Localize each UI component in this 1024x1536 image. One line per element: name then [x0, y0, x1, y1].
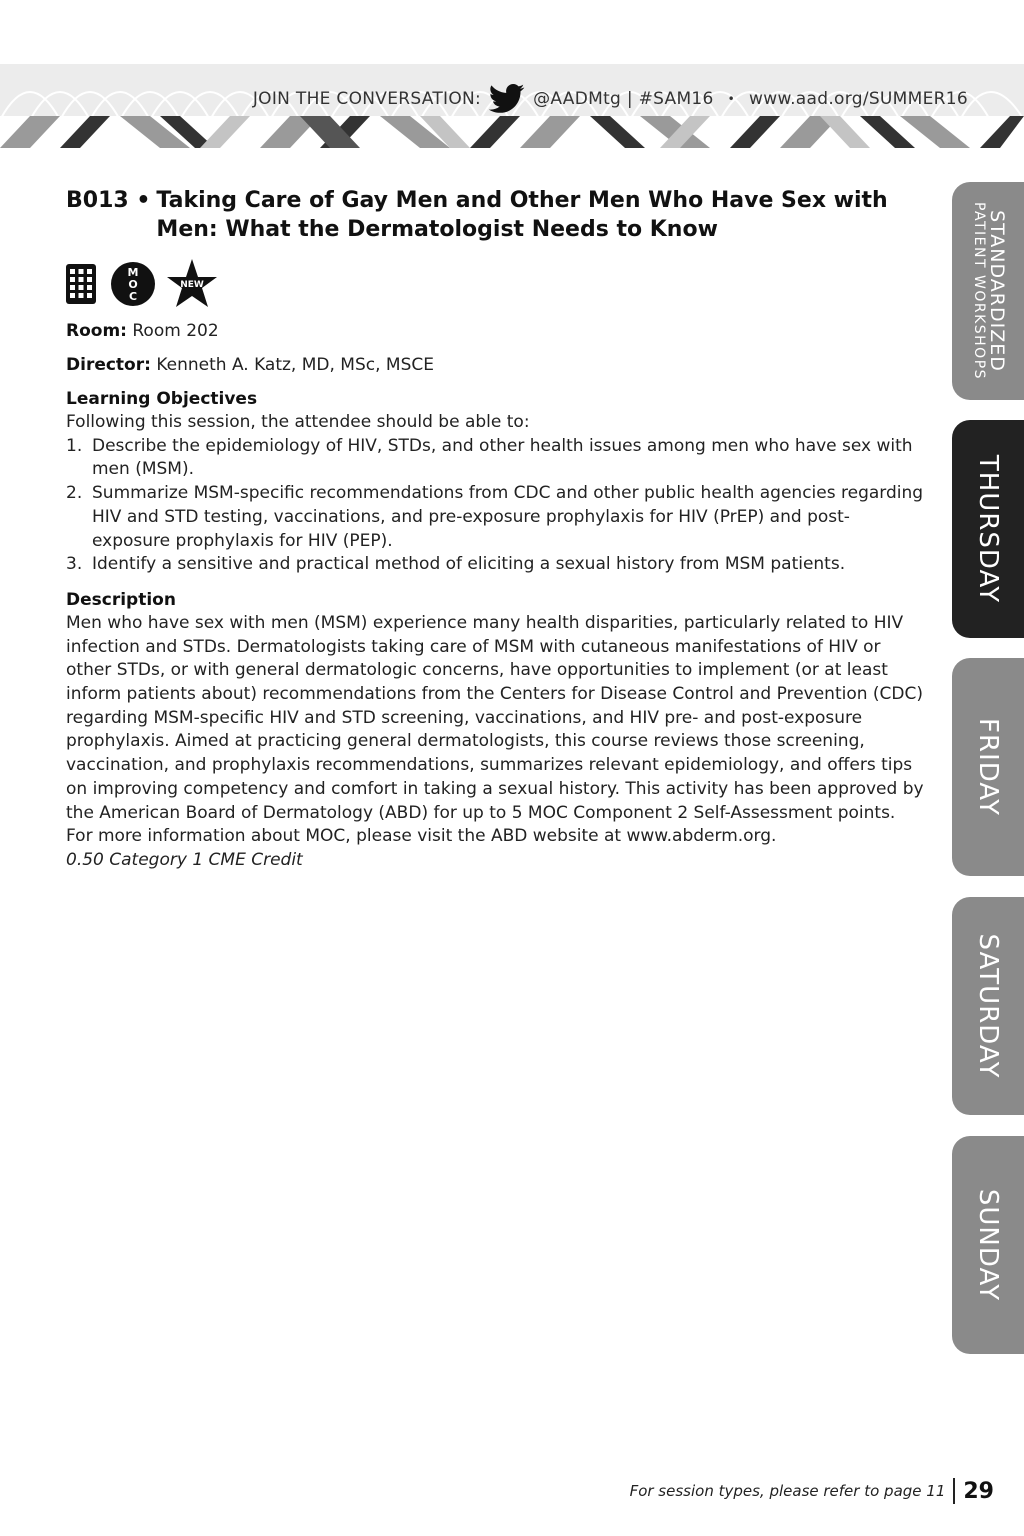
room-field: [66, 320, 926, 342]
session-type-icons: [66, 260, 926, 308]
objectives-heading: Learning Objectives: [66, 389, 258, 409]
director-label: Director:: [66, 355, 151, 375]
tab-label: FRIDAY: [973, 718, 1003, 816]
moc-badge-icon: [110, 261, 156, 307]
new-star-icon: [166, 258, 218, 310]
header-banner: [0, 64, 1024, 148]
footer-divider: [953, 1478, 955, 1504]
twitter-bird-icon: [489, 84, 525, 114]
twitter-handle: @AADMtg | #SAM16: [533, 89, 714, 109]
tab-label: THURSDAY: [973, 454, 1003, 604]
new-label: NEW: [180, 280, 204, 290]
tab-sunday[interactable]: [952, 1136, 1024, 1354]
moc-letter-m: M: [127, 266, 139, 279]
objective-item: [66, 435, 926, 482]
cme-credit: 0.50 Category 1 CME Credit: [66, 849, 303, 870]
tab-friday[interactable]: [952, 658, 1024, 876]
tab-label: SATURDAY: [973, 933, 1003, 1079]
session-title: [66, 186, 926, 244]
session-types-note: For session types, please refer to page 11: [629, 1482, 946, 1500]
room-value: Room 202: [132, 321, 219, 341]
objective-item: [66, 553, 926, 577]
bullet-separator: •: [727, 92, 736, 106]
objective-text: Identify a sensitive and practical method of eliciting a sexual history from MSM patients.: [92, 554, 846, 575]
session-content: [66, 186, 926, 873]
objective-number: 3.: [66, 554, 83, 575]
tab-standardized-patient-workshops[interactable]: [952, 182, 1024, 400]
moc-letter-o: O: [128, 278, 138, 291]
description-heading: Description: [66, 589, 176, 610]
room-label: Room:: [66, 321, 127, 341]
objective-text: Describe the epidemiology of HIV, STDs, and other health issues among men who have sex with men (MSM).: [92, 435, 913, 480]
objective-number: 2.: [66, 483, 83, 504]
tab-label-line2: PATIENT WORKSHOPS: [971, 201, 987, 381]
director-field: [66, 354, 926, 376]
join-conversation-label: JOIN THE CONVERSATION:: [252, 89, 482, 109]
website-link[interactable]: www.aad.org/SUMMER16: [749, 89, 968, 109]
page-footer: [630, 1478, 994, 1504]
session-title-text: Taking Care of Gay Men and Other Men Who Have Sex with Men: What the Dermatologist Needs to Know: [156, 188, 888, 242]
objective-text: Summarize MSM-specific recommendations from CDC and other public health agencies regarding HIV and STD testing, vaccinations, and pre-exposure prophylaxis for HIV (PrEP) and post-exposure prophylaxis for HIV (PEP).: [92, 483, 924, 551]
chevron-stripe-decoration: [0, 116, 1024, 148]
objective-number: 1.: [66, 435, 83, 456]
tab-label: [970, 202, 1006, 380]
tab-label-line1: STANDARDIZED: [986, 210, 1008, 372]
tab-label: SUNDAY: [973, 1188, 1003, 1302]
session-code: B013 •: [66, 188, 151, 213]
moc-letter-c: C: [128, 290, 138, 303]
tab-saturday[interactable]: [952, 897, 1024, 1115]
director-value: Kenneth A. Katz, MD, MSc, MSCE: [156, 355, 434, 375]
page-number: 29: [963, 1478, 994, 1504]
social-line: [0, 84, 1024, 114]
objectives-intro: Following this session, the attendee should be able to:: [66, 412, 530, 432]
description-text: Men who have sex with men (MSM) experience many health disparities, particularly related to HIV infection and STDs. Dermatologists taking care of MSM with cutaneous manifestations of HIV or other STDs, or with general dermatologic concerns, have opportunities to implement (or at least inform patients about) recommendations from the Centers for Disease Control and Prevention (CDC) regarding MSM-specific HIV and STD screening, vaccinations, and HIV pre- and post-exposure prophylaxis. Aimed at practicing general dermatologists, this course reviews those screening, vaccination, and prophylaxis recommendations, summarizes relevant epidemiology, and offers tips on improving competency and comfort in taking a sexual history. This activity has been approved by the American Board of Dermatology (ABD) for up to 5 MOC Component 2 Self-Assessment points. For more information about MOC, please visit the ABD website at www.abderm.org.: [66, 612, 924, 847]
keypad-grid-icon: [66, 264, 96, 304]
objectives-list: [66, 435, 926, 577]
objective-item: [66, 482, 926, 553]
tab-thursday[interactable]: [952, 420, 1024, 638]
